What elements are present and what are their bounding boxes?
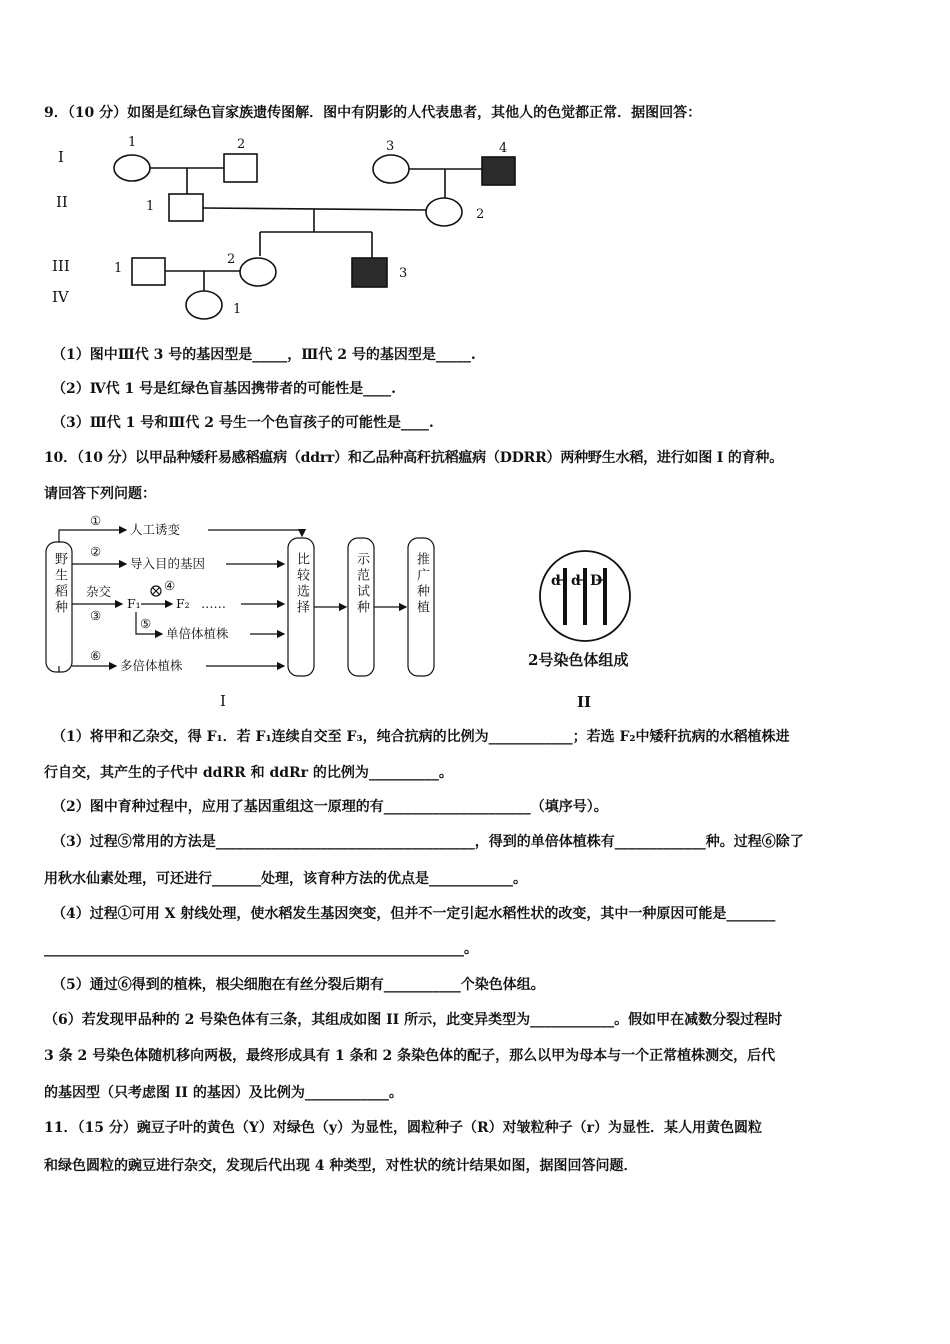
wild-rice-label: 野生稻种 (52, 552, 67, 616)
f2-label: F₂ (176, 596, 190, 611)
gen2-num-2: 2 (476, 207, 485, 222)
chromosome-caption: 2号染色体组成 (528, 651, 629, 669)
q10-title-line2: 请回答下列问题： (44, 486, 156, 502)
allele-2: d (571, 573, 581, 589)
gen4-num-1: 1 (233, 302, 242, 317)
self-num: ④ (164, 578, 176, 593)
breeding-diagram (44, 508, 444, 713)
q10-sub1-line2: 行自交，其产生的子代中 ddRR 和 ddRr 的比例为__________。 (44, 765, 453, 781)
q9-sub2: （2）Ⅳ代 1 号是红绿色盲基因携带者的可能性是____. (52, 381, 396, 397)
f1-label: F₁ (127, 596, 141, 611)
p5-label: 单倍体植株 (166, 626, 229, 641)
p2-num: ② (90, 544, 102, 559)
q10-sub4-line2: ____________________________________________________________。 (44, 941, 478, 957)
p6-num: ⑥ (90, 648, 102, 663)
gen1-male-4-affected (482, 157, 515, 185)
q10-sub6-line3: 的基因型（只考虑图 II 的基因）及比例为____________。 (44, 1085, 403, 1101)
gen3-num-2: 2 (227, 252, 236, 267)
p5-num: ⑤ (140, 616, 152, 631)
q10-sub2: （2）图中育种过程中，应用了基因重组这一原理的有_____________________（填序号）。 (52, 799, 608, 815)
gen1-num-4: 4 (499, 141, 508, 156)
gen3-num-1: 1 (114, 261, 123, 276)
gen1-num-1: 1 (128, 135, 137, 150)
gen3-female-2 (240, 258, 276, 286)
allele-3: D (590, 573, 603, 589)
gen3-num-3: 3 (399, 266, 408, 281)
gen1-female-1 (114, 155, 150, 181)
compare-label: 比较选择 (294, 552, 309, 616)
gen2-male-1 (169, 194, 203, 221)
cross-label: 杂交 (86, 584, 112, 599)
gen-label-IV: IV (52, 288, 69, 306)
dots-label: …… (201, 596, 226, 611)
p2-label: 导入目的基因 (130, 556, 206, 571)
p3-num: ③ (90, 608, 102, 623)
gen3-male-3-affected (352, 258, 387, 287)
gen3-male-1 (132, 258, 165, 285)
q10-sub3-line1: （3）过程⑤常用的方法是_____________________________________，得到的单倍体植株有_____________种。过程⑥除了 (52, 834, 804, 850)
q9-title: 9．（10 分）如图是红绿色盲家族遗传图解．图中有阴影的人代表患者，其他人的色觉都正常．据图回答： (44, 105, 702, 121)
q10-sub6-line2: 3 条 2 号染色体随机移向两极，最终形成具有 1 条和 2 条染色体的配子，那么以甲为母本与一个正常植株测交，后代 (44, 1048, 776, 1064)
p6-label: 多倍体植株 (120, 658, 183, 673)
p1-num: ① (90, 513, 102, 528)
q10-sub3-line2: 用秋水仙素处理，可还进行_______处理，该育种方法的优点是____________。 (44, 871, 527, 887)
demo-label: 示范试种 (354, 552, 369, 616)
q10-sub6-line1: （6）若发现甲品种的 2 号染色体有三条，其组成如图 II 所示，此变异类型为____________。假如甲在减数分裂过程时 (44, 1012, 783, 1028)
gen1-num-2: 2 (237, 137, 246, 152)
chromosome-figure (500, 535, 670, 715)
q11-title-line2: 和绿色圆粒的豌豆进行杂交，发现后代出现 4 种类型，对性状的统计结果如图，据图回答问题． (44, 1158, 638, 1174)
gen2-num-1: 1 (146, 199, 155, 214)
q10-sub1-line1: （1）将甲和乙杂交，得 F₁．若 F₁连续自交至 F₃，纯合抗病的比例为____________；若选 F₂中矮秆抗病的水稻植株进 (52, 729, 790, 745)
q9-sub1: （1）图中Ⅲ代 3 号的基因型是_____，Ⅲ代 2 号的基因型是_____. (52, 347, 476, 363)
gen-label-II: II (56, 193, 68, 211)
gen1-male-2 (224, 154, 257, 182)
q10-sub5: （5）通过⑥得到的植株，根尖细胞在有丝分裂后期有___________个染色体组。 (52, 977, 545, 993)
pedigree-chart (44, 132, 544, 332)
q10-title-line1: 10．（10 分）以甲品种矮秆易感稻瘟病（ddrr）和乙品种高秆抗稻瘟病（DDRR）两种野生水稻，进行如图 I 的育种。 (44, 450, 784, 466)
q11-title-line1: 11．（15 分）豌豆子叶的黄色（Y）对绿色（y）为显性，圆粒种子（R）对皱粒种子（r）为显性．某人用黄色圆粒 (44, 1120, 762, 1136)
gen2-female-2 (426, 198, 462, 226)
gen4-female-1 (186, 291, 222, 319)
gen1-female-3 (373, 155, 409, 183)
figure-II-label: II (577, 693, 592, 711)
q10-sub4-line1: （4）过程①可用 X 射线处理，使水稻发生基因突变，但并不一定引起水稻性状的改变，其中一种原因可能是_______ (52, 906, 776, 922)
figure-I-label: I (220, 692, 226, 710)
q9-sub3: （3）Ⅲ代 1 号和Ⅲ代 2 号生一个色盲孩子的可能性是____. (52, 415, 434, 431)
p1-label: 人工诱变 (130, 522, 181, 537)
gen-label-III: III (52, 257, 70, 275)
promote-label: 推广种植 (414, 552, 429, 616)
allele-1: d (551, 573, 561, 589)
gen1-num-3: 3 (386, 139, 395, 154)
gen-label-I: I (58, 148, 64, 166)
